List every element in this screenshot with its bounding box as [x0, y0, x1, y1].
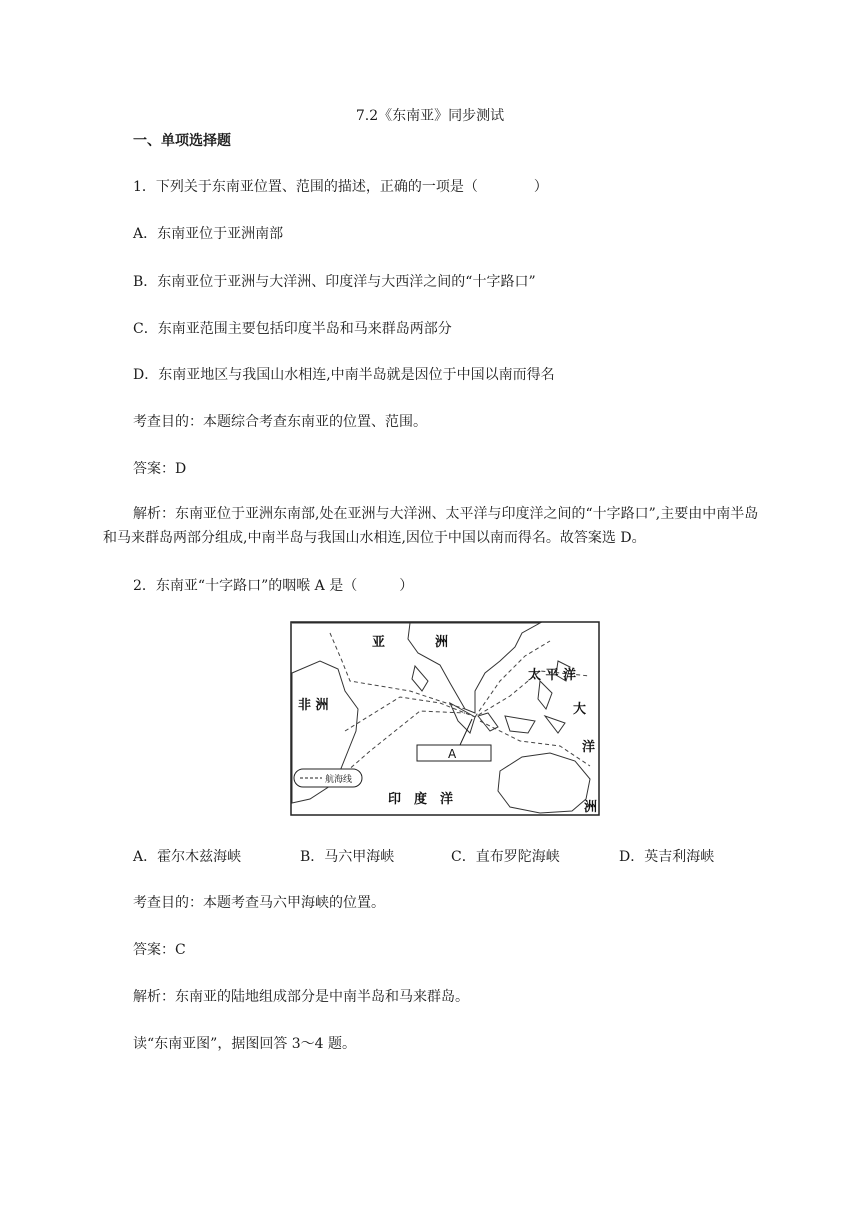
map-label-asia-2: 洲 — [435, 635, 449, 650]
map-label-pacific: 太 平 洋 — [528, 668, 577, 683]
question-1-purpose: 考查目的：本题综合考查东南亚的位置、范围。 — [133, 414, 427, 430]
question-1-option-c: C．东南亚范围主要包括印度半岛和马来群岛两部分 — [133, 321, 452, 337]
map-label-oceania-3: 洲 — [584, 800, 598, 815]
section-heading: 一、单项选择题 — [133, 133, 231, 149]
document-title: 7.2《东南亚》同步测试 — [355, 108, 505, 124]
question-2-answer: 答案：C — [133, 942, 186, 958]
question-1-stem: 1．下列关于东南亚位置、范围的描述，正确的一项是（ ） — [133, 179, 548, 195]
question-1-option-d: D．东南亚地区与我国山水相连,中南半岛就是因位于中国以南而得名 — [133, 367, 555, 383]
question-1-analysis: 解析：东南亚位于亚洲东南部,处在亚洲与大洋洲、太平洋与印度洋之间的“十字路口”,主要由中南半岛和马来群岛两部分组成,中南半岛与我国山水相连,因位于中国以南而得名。故答案选 D。 — [103, 506, 759, 546]
map-label-oceania-2: 洋 — [582, 740, 596, 755]
question-2-stem: 2．东南亚“十字路口”的咽喉 A 是（ ） — [133, 578, 414, 594]
question-2-options — [133, 846, 714, 866]
question-1-option-a: A．东南亚位于亚洲南部 — [133, 226, 284, 242]
question-2-option-d: D．英吉利海峡 — [619, 849, 715, 865]
question-1-option-b: B．东南亚位于亚洲与大洋洲、印度洋与大西洋之间的“十字路口” — [133, 274, 536, 290]
question-2-analysis: 解析：东南亚的陆地组成部分是中南半岛和马来群岛。 — [133, 989, 469, 1005]
map-label-oceania-1: 大 — [573, 702, 587, 717]
question-2-option-b: B．马六甲海峡 — [300, 849, 395, 865]
map-label-a: A — [448, 747, 457, 761]
read-prompt: 读“东南亚图”，据图回答 3～4 题。 — [133, 1036, 357, 1052]
map-label-asia-1: 亚 — [372, 635, 386, 650]
question-2-purpose: 考查目的：本题考查马六甲海峡的位置。 — [133, 895, 385, 911]
question-2-option-c: C．直布罗陀海峡 — [451, 849, 560, 865]
question-2-option-a: A．霍尔木兹海峡 — [133, 849, 242, 865]
question-1-answer: 答案：D — [133, 461, 187, 477]
map-legend-label: 航海线 — [325, 775, 353, 785]
map-label-indian-ocean: 印 度 洋 — [388, 792, 454, 807]
map-label-africa: 非 洲 — [298, 698, 329, 713]
sea-route-map — [290, 621, 600, 816]
